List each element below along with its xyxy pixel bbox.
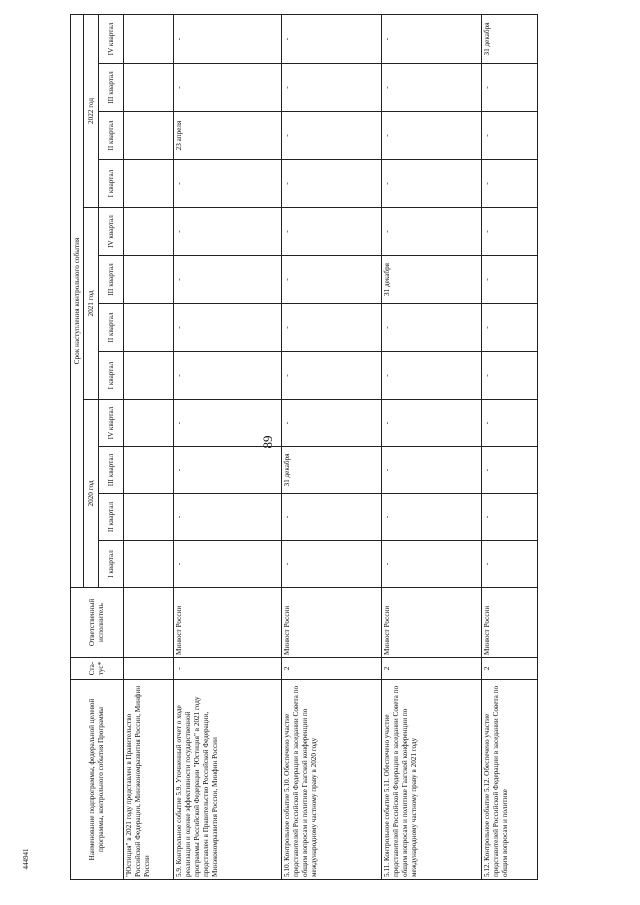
deadline-cell: 31 декабря [382,256,482,304]
deadline-cell: - [174,352,282,400]
deadline-cell: - [382,304,482,352]
deadline-cell [124,304,174,352]
header-quarter: II квартал [99,494,124,541]
deadline-cell: - [482,208,538,256]
deadline-cell [124,352,174,400]
deadline-cell: - [382,447,482,494]
deadline-cell: - [382,400,482,447]
deadline-cell: - [282,400,382,447]
event-name: 5.12. Контрольное событие 5.12. Обеспечено участие представителей Российской Федерации в заседании Совета по общим вопросам и политике [482,680,538,880]
deadline-cell: - [482,304,538,352]
deadline-cell: - [482,541,538,588]
deadline-cell: - [382,208,482,256]
header-quarter: II квартал [99,304,124,352]
page-number: 89 [260,435,275,449]
header-quarter: I квартал [99,160,124,208]
deadline-cell: - [482,447,538,494]
deadline-cell: - [174,304,282,352]
deadline-cell: - [482,160,538,208]
table-row [174,14,282,879]
table-body [124,14,538,879]
deadline-cell: - [482,112,538,160]
deadline-cell: - [482,494,538,541]
control-events-table [70,14,538,880]
deadline-cell: - [482,256,538,304]
table-row [124,14,174,879]
event-name: "Юстиция" в 2021 году представлен в Правительство Российской Федерации, Минэкономразвития России, Минфин России [124,680,174,880]
header-quarter: I квартал [99,541,124,588]
deadline-cell: - [174,400,282,447]
deadline-cell: - [174,447,282,494]
header-quarter: III квартал [99,64,124,112]
header-name: Наименование подпрограммы, федеральной целевой программы, контрольного события Программы [71,680,124,880]
document-code: 444941 [22,848,30,870]
event-name: 5.9. Контрольное событие 5.9. Уточненный отчет о ходе реализации и оценке эффективности государственной программы Российской Федерации "Юстиция" в 2021 году представлен в Правительство Российской Федерации, Минэкономразвития России, Минфин России [174,680,282,880]
deadline-cell: - [382,352,482,400]
deadline-cell: - [174,541,282,588]
deadline-cell: - [482,352,538,400]
deadline-cell: - [382,160,482,208]
deadline-cell [124,494,174,541]
deadline-cell: 23 апреля [174,112,282,160]
deadline-cell: - [282,112,382,160]
deadline-cell [124,447,174,494]
deadline-cell: - [174,208,282,256]
header-quarter: III квартал [99,256,124,304]
deadline-cell: - [282,256,382,304]
header-status: Ста- тус* [71,658,124,680]
header-quarter: IV квартал [99,14,124,63]
deadline-cell: - [382,14,482,63]
header-year-2020: 2020 год [84,400,99,588]
deadline-cell: - [282,541,382,588]
event-status [124,658,174,680]
deadline-cell [124,400,174,447]
header-year-2021: 2021 год [84,208,99,400]
deadline-cell: - [282,352,382,400]
deadline-cell: - [174,64,282,112]
deadline-cell: - [174,14,282,63]
deadline-cell [124,541,174,588]
deadline-cell: - [174,256,282,304]
deadline-cell: - [282,208,382,256]
header-quarter: II квартал [99,112,124,160]
header-quarter: IV квартал [99,208,124,256]
deadline-cell: 31 декабря [482,14,538,63]
event-executor [124,588,174,658]
deadline-cell: - [382,64,482,112]
event-executor: Минюст России [482,588,538,658]
deadline-cell [124,112,174,160]
event-executor: Минюст России [382,588,482,658]
table-row [382,14,482,879]
deadline-cell [124,64,174,112]
deadline-cell: - [282,64,382,112]
header-quarter: IV квартал [99,400,124,447]
event-name: 5.11. Контрольное событие 5.11. Обеспечено участие представителей Российской Федерации в заседании Совета по общим вопросам и политике Гаагской конференции по международному частному праву в 2021 году [382,680,482,880]
deadline-cell: - [282,304,382,352]
deadline-cell: - [282,14,382,63]
control-events-table-sheet [70,15,570,880]
header-executor: Ответственный исполнитель [71,588,124,658]
event-status: 2 [382,658,482,680]
deadline-cell: - [382,112,482,160]
deadline-cell: - [174,494,282,541]
deadline-cell: - [382,541,482,588]
deadline-cell [124,256,174,304]
header-year-2022: 2022 год [84,14,99,207]
header-quarter: III квартал [99,447,124,494]
deadline-cell: - [282,494,382,541]
deadline-cell: 31 декабря [282,447,382,494]
event-executor: Минюст России [174,588,282,658]
event-status: - [174,658,282,680]
deadline-cell: - [174,160,282,208]
deadline-cell: - [382,494,482,541]
deadline-cell: - [482,400,538,447]
deadline-cell [124,208,174,256]
table-row [282,14,382,879]
deadline-cell [124,160,174,208]
table-row [482,14,538,879]
deadline-cell [124,14,174,63]
event-name: 5.10. Контрольное событие 5.10. Обеспечено участие представителей Российской Федерации в заседании Совета по общим вопросам и политике Гаагской конференции по международному частному праву в 2020 году [282,680,382,880]
header-deadline: Срок наступления контрольного события [71,14,84,587]
event-status: 2 [282,658,382,680]
event-executor: Минюст России [282,588,382,658]
deadline-cell: - [482,64,538,112]
header-quarter: I квартал [99,352,124,400]
event-status: 2 [482,658,538,680]
deadline-cell: - [282,160,382,208]
